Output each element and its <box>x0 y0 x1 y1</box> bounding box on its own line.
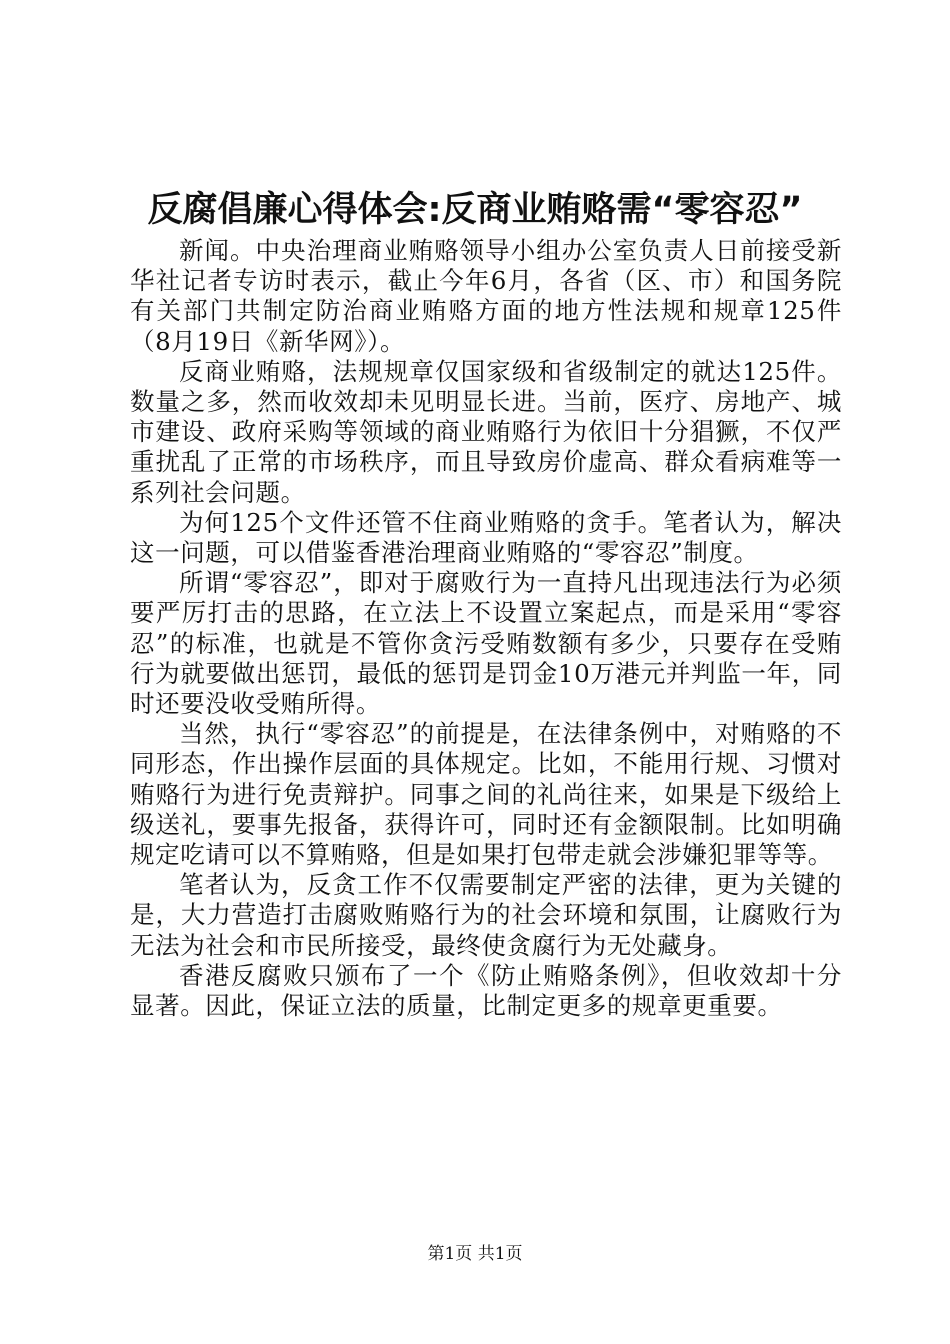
paragraph-4: 所谓“零容忍”，即对于腐败行为一直持凡出现违法行为必须要严厉打击的思路，在立法上不设置立案起点，而是采用“零容忍”的标准，也就是不管你贪污受贿数额有多少，只要存在受贿行为就要做出惩罚，最低的惩罚是罚金10万港元并判监一年，同时还要没收受贿所得。 <box>130 568 842 719</box>
page-footer: 第1页 共1页 <box>427 1244 523 1264</box>
document-title: 反腐倡廉心得体会:反商业贿赂需“零容忍” <box>147 190 803 230</box>
paragraph-5: 当然，执行“零容忍”的前提是，在法律条例中，对贿赂的不同形态，作出操作层面的具体规定。比如，不能用行规、习惯对贿赂行为进行免责辩护。同事之间的礼尚往来，如果是下级给上级送礼，要事先报备，获得许可，同时还有金额限制。比如明确规定吃请可以不算贿赂，但是如果打包带走就会涉嫌犯罪等等。 <box>130 719 842 870</box>
paragraph-7: 香港反腐败只颁布了一个《防止贿赂条例》，但收效却十分显著。因此，保证立法的质量，比制定更多的规章更重要。 <box>130 960 842 1021</box>
paragraph-2: 反商业贿赂，法规规章仅国家级和省级制定的就达125件。数量之多，然而收效却未见明显长进。当前，医疗、房地产、城市建设、政府采购等领域的商业贿赂行为依旧十分猖獗，不仅严重扰乱了正常的市场秩序，而且导致房价虚高、群众看病难等一系列社会问题。 <box>130 356 842 507</box>
paragraph-3: 为何125个文件还管不住商业贿赂的贪手。笔者认为，解决这一问题，可以借鉴香港治理商业贿赂的“零容忍”制度。 <box>130 507 842 568</box>
paragraph-6: 笔者认为，反贪工作不仅需要制定严密的法律，更为关键的是，大力营造打击腐败贿赂行为的社会环境和氛围，让腐败行为无法为社会和市民所接受，最终使贪腐行为无处藏身。 <box>130 870 842 960</box>
paragraph-1: 新闻。中央治理商业贿赂领导小组办公室负责人日前接受新华社记者专访时表示，截止今年6月，各省（区、市）和国务院有关部门共制定防治商业贿赂方面的地方性法规和规章125件（8月19日《新华网》）。 <box>130 236 842 356</box>
document-body <box>130 236 842 1021</box>
